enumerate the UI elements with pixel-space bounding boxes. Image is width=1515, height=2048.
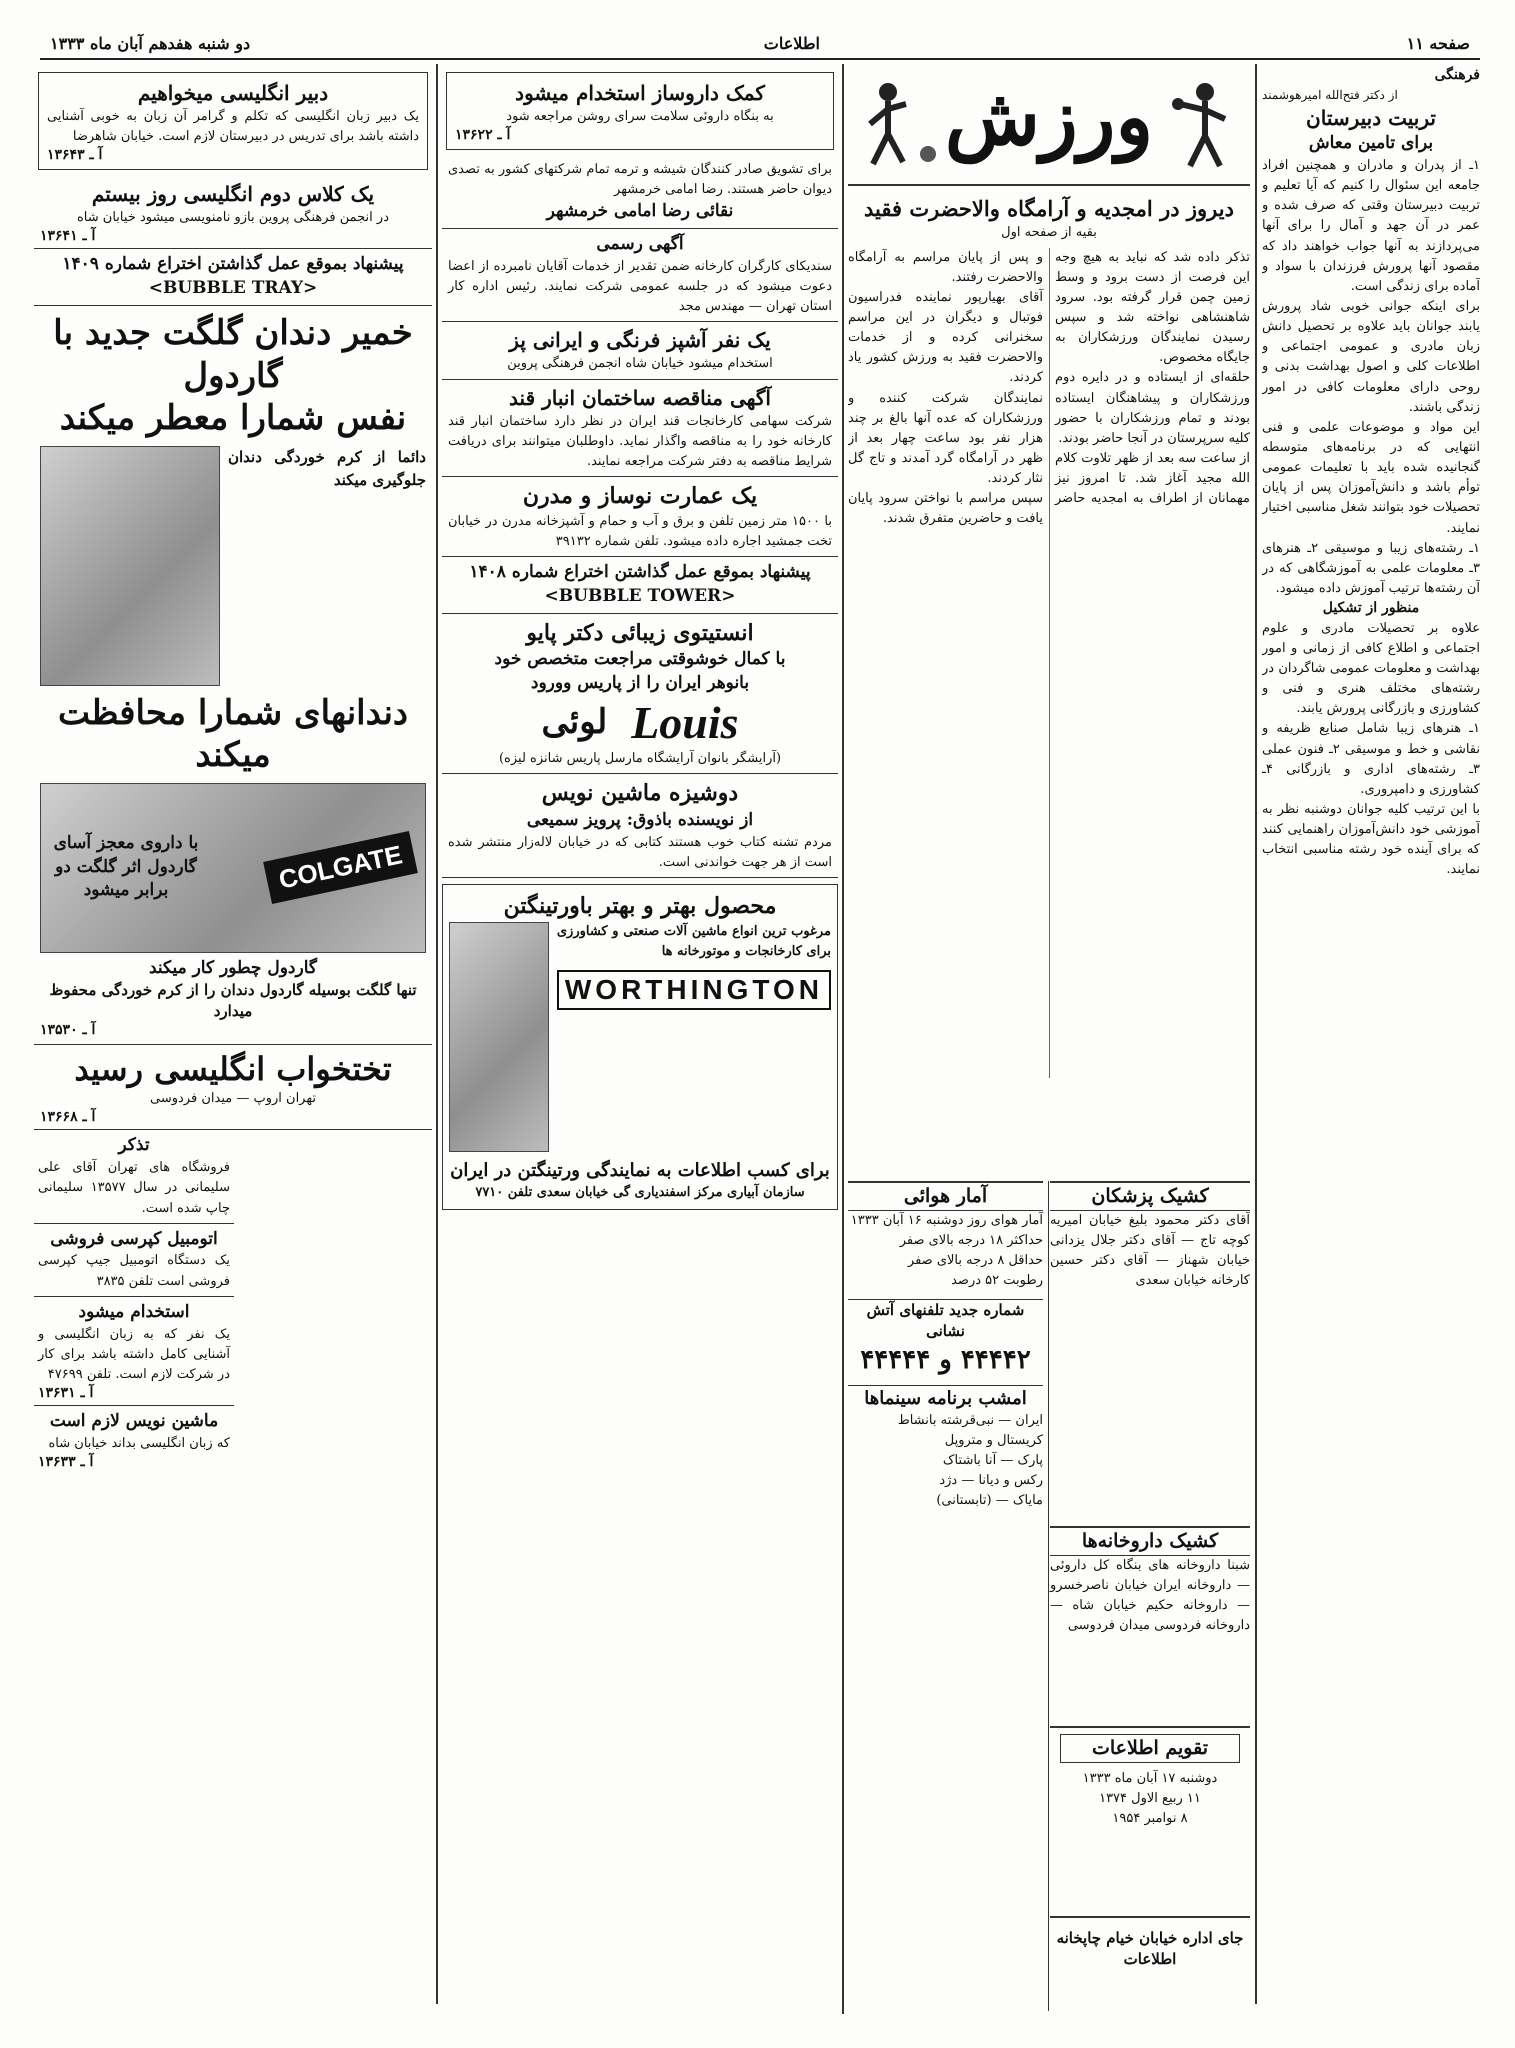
ad-title: ماشین نویس لازم است [49, 1410, 219, 1431]
notice-text: سندیکای کارگران کارخانه ضمن تقدیر از خدمات آقایان نامبرده از اعضا دعوت میشود که در جلسه عمومی شرکت نمایند. رئیس اداره کار استان تهران — مهندس مجد [448, 259, 832, 315]
typist-ad [34, 1406, 234, 1474]
calendar-title: تقویم اطلاعات [1060, 1734, 1240, 1763]
author: از دکتر فتح‌الله امیرهوشمند [1262, 87, 1398, 102]
cinema-line: پارک — آنا باشتاک [942, 1453, 1043, 1469]
teacher-ad [38, 72, 428, 170]
ad-title: یک نفر آشپز فرنگی و ایرانی پز [509, 328, 771, 353]
ad-text: یک نفر که به زبان انگلیسی و آشنایی کامل داشته باشد برای کار در شرکت لازم است. تلفن ۴۷۶۹۹ [38, 1326, 230, 1382]
ad-title: استخدام میشود [78, 1301, 190, 1322]
patent-name: <BUBBLE TOWER> [544, 585, 736, 606]
pharmacy-box [1050, 1526, 1250, 1636]
ad-sub: از نویسنده باذوق: پرویز سمیعی [526, 810, 754, 830]
ad-text: به بنگاه داروئی سلامت سرای روشن مراجعه شود [506, 109, 774, 124]
ad-sub: گاردول چطور کار میکند [149, 957, 317, 978]
ad-title: اتومبیل کپرسی فروشی [50, 1228, 218, 1249]
ad-text: یک دبیر زبان انگلیسی که تکلم و گرامر آن زبان به خوبی آشنایی داشته باشد برای تدریس در دبیرستان لازم است. خیابان شاهرضا [47, 109, 419, 145]
sports-masthead-block [848, 66, 1250, 186]
hiring-ad [34, 1297, 234, 1406]
article-title: دیروز در امجدیه و آرامگاه والاحضرت فقید [864, 196, 1234, 221]
column-rule [436, 64, 438, 2004]
ad-text: در انجمن فرهنگی پروین بازو نامنویسی میشود خیابان شاه [77, 210, 389, 226]
publisher-box [1050, 1916, 1250, 1970]
paragraph: ۱ـ از پدران و مادران و همچنین افراد جامعه این سئوال را کنیم که آیا تعلیم و تربیت دبیرستان وقتی که صرف شده و عمر در آن جهد و آمال را برای آنها می‌پردازند به آنها جواب خواهند داد که مقصود آنها پرورش فرزندان با سواد و آماده برای زندگی است. [1262, 157, 1480, 294]
weather-line: رطوبت ۵۲ درصد [951, 1273, 1043, 1289]
ad-headline: تختخواب انگلیسی رسید [74, 1050, 392, 1089]
ad-text: با ۱۵۰۰ متر زمین تلفن و برق و آب و حمام و آشپزخانه مدرن در خیابان تخت جمشید اجاره داده میشود. تلفن شماره ۳۹۱۳۲ [448, 513, 832, 549]
worthington-ad [442, 884, 838, 1210]
issue-date: دو شنبه هفدهم آبان ماه ۱۳۳۳ [50, 34, 251, 53]
article-title: تربیت دبیرستان [1306, 106, 1436, 131]
ad-title: دبیر انگلیسی میخواهیم [137, 81, 329, 105]
newspaper-name: اطلاعات [763, 34, 820, 53]
subhead: منظور از تشکیل [1322, 600, 1420, 617]
calendar-line: ۸ نوامبر ۱۹۵۴ [1112, 1810, 1188, 1826]
official-notice [442, 229, 838, 322]
paragraph: تذکر داده شد که نباید به هیچ وجه این فرصت از دست برود و وسط زمین چمن قرار گرفته بود. سرود شاهنشاهی نواخته شد و سپس رسیدن نمایندگان ورزشکاران به جایگاه مخصوص. [1055, 249, 1250, 366]
pharmacy-title: کشیک داروخانه‌ها [1050, 1528, 1250, 1556]
calendar-line: دوشنبه ۱۷ آبان ماه ۱۳۳۳ [1082, 1770, 1218, 1786]
clinic-title: کشیک پزشکان [1050, 1183, 1250, 1211]
pharmacist-ad [446, 72, 834, 150]
ads-column [34, 66, 432, 2006]
ad-sub: بانوهر ایران را از پاریس وورود [530, 673, 750, 694]
book-ad [442, 774, 838, 878]
cinema-line: مایاک — (تابستانی) [936, 1493, 1043, 1509]
info-column [848, 1181, 1043, 1511]
small-ads [34, 1130, 234, 1473]
paragraph: این مواد و موضوعات علمی و فنی انتهایی که در برنامه‌های متوسطه گنجانیده شده باید با تعلیمات عمومی توأم باشد و دانش‌آموزان پس از پایان تحصیلات خود بتوانند شغل مناسبی اختیار نمایند. [1262, 419, 1480, 536]
continued-note: بقیه از صفحه اول [1001, 225, 1097, 241]
ad-ref: آ ـ ۱۳۵۳۰ [40, 1022, 96, 1039]
ad-headline: دندانهای شمارا محافظت میکند [57, 692, 409, 776]
paragraph: سپس مراسم با نواختن سرود پایان یافت و حاضرین متفرق شدند. [848, 491, 1043, 527]
culture-column [1262, 66, 1480, 2006]
pharmacy-text: شبنا داروخانه های بنگاه کل داروئی — داروخانه ایران خیابان ناصرخسرو — داروخانه حکیم خیابان شاه — داروخانه فردوسی میدان فردوسی [1050, 1557, 1250, 1634]
patent-name: <BUBBLE TRAY> [148, 278, 318, 299]
ad-ref: آ ـ ۱۳۶۴۳ [47, 147, 103, 164]
article-subtitle: برای تامین معاش [1308, 133, 1434, 154]
weather-line: آمار هوای روز دوشنبه ۱۶ آبان ۱۳۳۳ [850, 1212, 1043, 1228]
ad-text: مردم تشنه کتاب خوب هستند کتابی که در خیابان لاله‌زار منتشر شده است از هر جهت خواندنی است. [448, 834, 832, 870]
publisher-note: جای اداره خیابان خیام چاپخانه اطلاعات [1056, 1929, 1244, 1968]
page-number: صفحه ۱۱ [1406, 34, 1470, 53]
ad-ref: آ ـ ۱۳۶۳۱ [38, 1384, 94, 1401]
inner-rule [1048, 1181, 1049, 2011]
ad-title: دوشیزه ماشین نویس [541, 780, 739, 807]
clinic-text: آقای دکتر محمود بلیغ خیابان امیریه کوچه تاج — آقای دکتر جلال یزدانی خیابان شهناز — آقای دکتر حسین کارخانه خیابان سعدی [1050, 1212, 1250, 1289]
ad-title: یک عمارت نوساز و مدرن [522, 483, 758, 509]
ad-text: برای تشویق صادر کنندگان شیشه و ترمه تمام شرکتهای کشور به تصدی دیوان حاضر هستند. رضا امامی خرمشهر [448, 162, 832, 198]
ad-title: یک کلاس دوم انگلیسی روز بیستم [91, 182, 375, 207]
ad-text: دائما از کرم خوردگی دندان جلوگیری میکند [228, 447, 426, 489]
ad-ref: آ ـ ۱۳۶۳۳ [38, 1453, 94, 1470]
colgate-ad [34, 306, 432, 1045]
phones-number: ۴۴۴۴۲ و ۴۴۴۴۴ [860, 1345, 1031, 1376]
clinic-box [1050, 1181, 1250, 1291]
paragraph: حلقه‌ای از ایستاده و در دایره دوم ورزشکاران و پیشاهنگان ایستاده بودند و تمام ورزشکاران با حضور کلیه سرپرستان در آنجا حاضر بودند. [1055, 370, 1250, 446]
paragraph: نمایندگان شرکت کننده و ورزشکاران که عده آنها بالغ بر چند هزار نفر بود ساعت چهار بعد از ظهر در آرامگاه گرد آمدند و تاج گل نثار کردند. [848, 390, 1043, 487]
phones-title: شماره جدید تلفنهای آتش نشانی [848, 1299, 1043, 1342]
ad-foot: تنها گلگت بوسیله گاردول دندان را از کرم خوردگی محفوظ میدارد [49, 981, 417, 1021]
paragraph: ۱ـ هنرهای زیبا شامل صنایع ظریفه و نقاشی و خط و موسیقی ۲ـ فنون عملی ۳ـ رشته‌های اداری و بازرگانی ۴ـ کشاورزی و دامپروری. [1262, 721, 1480, 797]
ad-title: محصول بهتر و بهتر باورتینگتن [503, 893, 777, 920]
reminder-ad [34, 1130, 234, 1223]
page-header [40, 30, 1480, 60]
ad-text: شرکت سهامی کارخانجات قند ایران در نظر دارد ساختمان انبار قند کارخانه خود را به مناقصه واگذار نماید. داوطلبان میتوانند برای دریافت شرایط مناقصه به دفتر شرکت مراجعه نمایند. [448, 413, 832, 469]
weather-line: حداقل ۸ درجه بالای صفر [907, 1252, 1043, 1268]
water-pump-photo [449, 922, 549, 1152]
toothpaste-photo [40, 783, 426, 953]
patent-ad [34, 249, 432, 306]
ad-signature: نقائی رضا امامی خرمشهر [546, 201, 734, 222]
ad-title: پیشنهاد بموقع عمل گذاشتن اختراع شماره ۱۴۰۹ [62, 254, 404, 275]
sports-masthead: ورزش [944, 72, 1154, 163]
ad-address: سازمان آبیاری مرکز اسفندیاری گی خیابان سعدی تلفن ۷۷۱۰ [475, 1185, 805, 1201]
paragraph: ۱ـ رشته‌های زیبا و موسیقی ۲ـ هنرهای ۳ـ معلومات علمی به آموزشگاهی که در آن رشته‌ها ترتیب آموزش داده میشود. [1262, 540, 1480, 596]
ad-title: کمک داروساز استخدام میشود [515, 81, 765, 105]
ad-text: تهران اروپ — میدان فردوسی [150, 1091, 316, 1107]
ad-rep: برای کسب اطلاعات به نمایندگی ورتینگتن در ایران [450, 1159, 830, 1181]
sports-column [848, 66, 1250, 2016]
ad-title: انستیتوی زیبائی دکتر پایو [526, 619, 754, 646]
ad-text: با داروی معجز آسای گاردول اثر گلگت دو برابر میشود [53, 832, 199, 901]
ad-title: آگهی مناقصه ساختمان انبار قند [509, 385, 771, 410]
worthington-logo: WORTHINGTON [557, 970, 831, 1010]
ad-title: پیشنهاد بموقع عمل گذاشتن اختراع شماره ۱۴۰۸ [469, 562, 811, 583]
ad-text: فروشگاه های تهران آقای علی سلیمانی در سال ۱۳۵۷۷ سلیمانی چاپ شده است. [38, 1160, 230, 1216]
ad-text: استخدام میشود خیابان شاه انجمن فرهنگی پروین [507, 356, 773, 372]
ad-text: یک دستگاه اتومبیل جیپ کپرسی فروشی است تلفن ۳۸۳۵ [38, 1253, 230, 1289]
ad-title: تذکر [118, 1135, 150, 1156]
calendar-box [1050, 1726, 1250, 1829]
article-body [848, 248, 1250, 1078]
paragraph: از ساعت سه بعد از ظهر تلاوت کلام الله مجید آغاز شد. تا امروز نیز مهمانان از اطراف به امجدیه حاضر و پس از پایان مراسم به آرامگاه والاحضرت رفتند. [848, 249, 1250, 507]
cinema-line: رکس و دیانا — دژد [939, 1473, 1043, 1489]
column-rule [1255, 64, 1257, 2004]
cinema-line: ایران — نبی‌قرشته بانشاط [897, 1412, 1043, 1428]
louis-fa: لوئی [541, 701, 608, 742]
classifieds-column [442, 66, 838, 2006]
ad-text: مرغوب ترین انواع ماشین آلات صنعتی و کشاورزی برای کارخانجات و موتورخانه ها [556, 923, 831, 960]
ad-headline: خمیر دندان گلگت جدید با گاردول [53, 313, 413, 396]
ad-ref: آ ـ ۱۳۶۲۲ [455, 127, 511, 144]
car-sale-ad [34, 1224, 234, 1297]
footballers-icon [858, 74, 948, 174]
colgate-logo: COLGATE [263, 831, 418, 904]
tender-ad [442, 380, 838, 477]
ad-text: (آرایشگر بانوان آرایشگاه مارسل پاریس شانزه لیزه) [498, 751, 782, 767]
ad-ref: آ ـ ۱۳۶۴۱ [40, 228, 96, 245]
ad-headline: نفس شمارا معطر میکند [59, 398, 407, 439]
building-ad [442, 477, 838, 557]
paragraph: با این ترتیب کلیه جوانان دوشنبه نظر به آموزشی خود دانش‌آموزان راهنمایی کنند که برای آینده خود رشته مناسبی انتخاب نمایند. [1262, 801, 1480, 878]
notice-ad [442, 156, 838, 229]
english-class-ad [34, 176, 432, 249]
cinema-title: امشب برنامه سینماها [848, 1385, 1043, 1411]
woman-smiling-photo [40, 446, 220, 686]
paragraph: آقای بهیارپور نماینده فدراسیون فوتبال و دیگران در این مراسم سخنرانی کرده و از خدمات والاحضرت فقید به ورزش کشور یاد کردند. [848, 289, 1043, 386]
paragraph: علاوه بر تحصیلات مادری و علوم اجتماعی و اطلاع کافی از زمانی و امور بهداشت و معلومات عمومی شاگردان در رشته‌های مختلف هنری و فنی و کشاورزی و بازرگانی پرورش یابند. [1262, 620, 1480, 717]
calendar-line: ۱۱ ربیع الاول ۱۳۷۴ [1099, 1790, 1201, 1806]
beauty-institute-ad [442, 614, 838, 775]
weather-title: آمار هوائی [848, 1183, 1043, 1211]
cinema-line: کریستال و متروپل [944, 1432, 1043, 1448]
notice-title: آگهی رسمی [596, 234, 684, 255]
boxers-icon [1150, 74, 1240, 174]
weather-line: حداکثر ۱۸ درجه بالای صفر [899, 1232, 1043, 1248]
ad-sub: با کمال خوشوقتی مراجعت متخصص خود [494, 649, 786, 670]
chef-ad [442, 322, 838, 379]
patent-ad [442, 557, 838, 614]
paragraph: برای اینکه جوانی خوبی شاد پرورش یابند جوانان باید علاوه بر تحصیل دانش زبان مادری و عمومی اجتماعی و اطلاعات کلی و اصول بهداشت بدنی و روحی دارای معلومات کافی در امور زندگی باشند. [1262, 298, 1480, 415]
louis-logo: Louis [631, 697, 739, 749]
bed-ad [34, 1045, 432, 1130]
section-kicker: فرهنگی [1434, 67, 1480, 83]
column-rule [842, 64, 844, 2014]
ad-text: که زبان انگلیسی بداند خیابان شاه [48, 1435, 230, 1451]
ad-ref: آ ـ ۱۳۶۶۸ [40, 1109, 96, 1126]
